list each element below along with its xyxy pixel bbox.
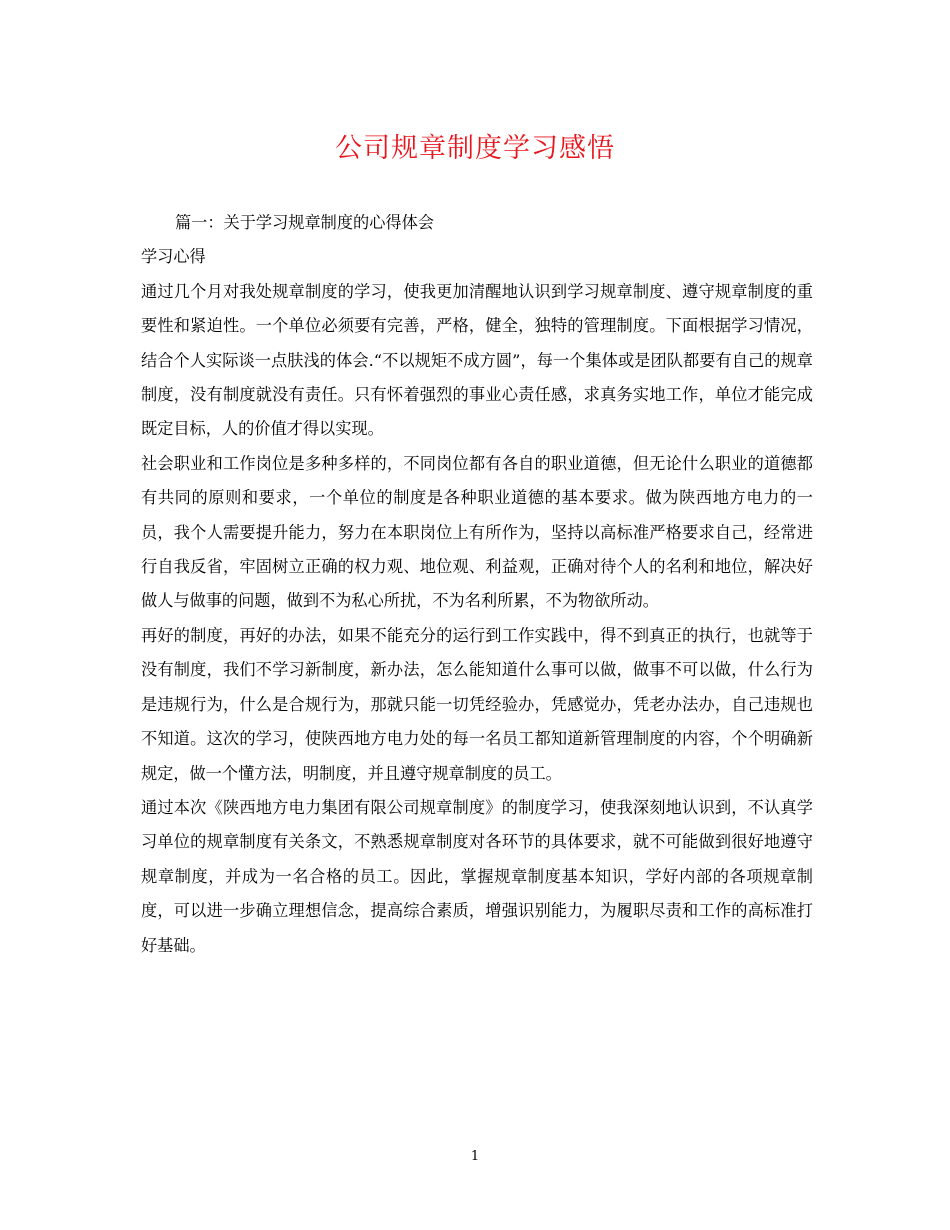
document-title: 公司规章制度学习感悟 [335, 133, 615, 164]
document-subtitle: 篇一：关于学习规章制度的心得体会 [175, 213, 434, 232]
paragraph: 社会职业和工作岗位是多种多样的，不同岗位都有各自的职业道德，但无论什么职业的道德都有共同的原则和要求，一个单位的制度是各种职业道德的基本要求。做为陕西地方电力的一员，我个人需要提升能力，努力在本职岗位上有所作为，坚持以高标准严格要求自己，经常进行自我反省，牢固树立正确的权力观、地位观、利益观，正确对待个人的名利和地位，解决好做人与做事的问题，做到不为私心所扰，不为名利所累，不为物欲所动。 [141, 453, 813, 611]
paragraph: 通过本次《陕西地方电力集团有限公司规章制度》的制度学习，使我深刻地认识到，不认真学习单位的规章制度有关条文，不熟悉规章制度对各环节的具体要求，就不可能做到很好地遵守规章制度，并成为一名合格的员工。因此，掌握规章制度基本知识，学好内部的各项规章制度，可以进一步确立理想信念，提高综合素质，增强识别能力，为履职尽责和工作的高标准打好基础。 [141, 797, 813, 955]
page-number: 1 [470, 1149, 480, 1164]
section-heading: 学习心得 [141, 247, 206, 267]
paragraph: 通过几个月对我处规章制度的学习，使我更加清醒地认识到学习规章制度、遵守规章制度的重要性和紧迫性。一个单位必须要有完善，严格，健全，独特的管理制度。下面根据学习情况，结合个人实际谈一点肤浅的体会.“不以规矩不成方圆”，每一个集体或是团队都要有自己的规章制度，没有制度就没有责任。只有怀着强烈的事业心责任感，求真务实地工作，单位才能完成既定目标，人的价值才得以实现。 [141, 281, 813, 439]
document-body [141, 206, 813, 963]
paragraph: 再好的制度，再好的办法，如果不能充分的运行到工作实践中，得不到真正的执行，也就等于没有制度，我们不学习新制度，新办法，怎么能知道什么事可以做，做事不可以做，什么行为是违规行为，什么是合规行为，那就只能一切凭经验办，凭感觉办，凭老办法办，自己违规也不知道。这次的学习，使陕西地方电力处的每一名员工都知道新管理制度的内容，个个明确新规定，做一个懂方法，明制度，并且遵守规章制度的员工。 [141, 625, 813, 783]
